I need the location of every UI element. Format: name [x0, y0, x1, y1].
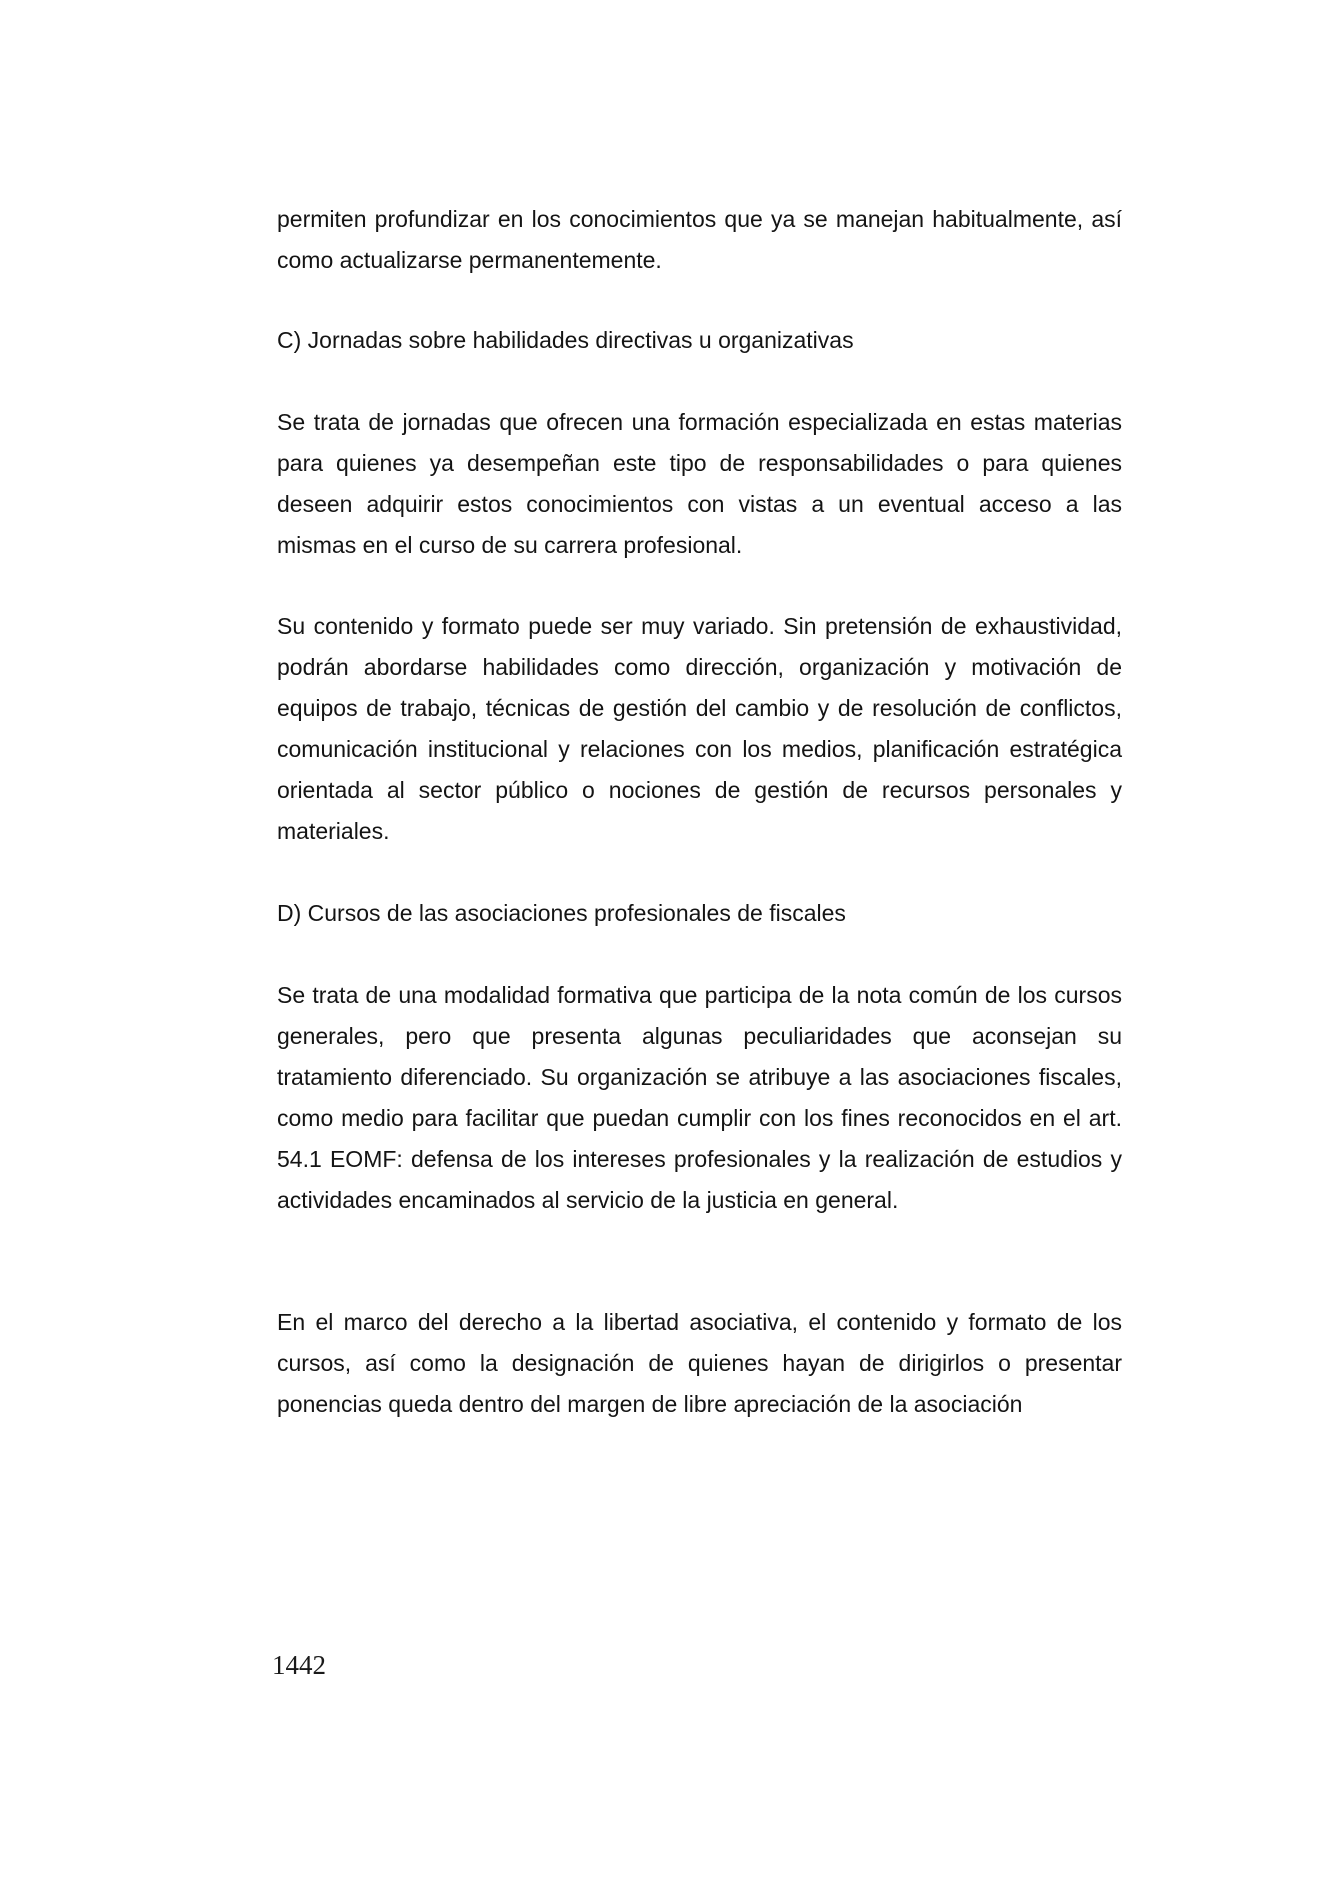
- paragraph-libertad-asociativa: En el marco del derecho a la libertad asociativa, el contenido y formato de los cursos, así como la designación de quienes hayan de dirigirlos o presentar ponencias queda dentro del margen de libre apreciación de la asociación: [277, 1309, 1122, 1417]
- paragraph-contenido-formato: Su contenido y formato puede ser muy variado. Sin pretensión de exhaustividad, podrán abordarse habilidades como dirección, organización y motivación de equipos de trabajo, técnicas de gestión del cambio y de resolución de conflictos, comunicación institucional y relaciones con los medios, planificación estratégica orientada al sector público o nociones de gestión de recursos personales y materiales.: [277, 613, 1122, 844]
- section-heading-d: D) Cursos de las asociaciones profesionales de fiscales: [277, 900, 846, 926]
- paragraph-asociaciones-description: Se trata de una modalidad formativa que participa de la nota común de los cursos generales, pero que presenta algunas peculiaridades que aconsejan su tratamiento diferenciado. Su organización se atribuye a las asociaciones fiscales, como medio para facilitar que puedan cumplir con los fines reconocidos en el art. 54.1 EOMF: defensa de los intereses profesionales y la realización de estudios y actividades encaminados al servicio de la justicia en general.: [277, 982, 1122, 1213]
- paragraph-continuation: permiten profundizar en los conocimientos que ya se manejan habitualmente, así como actualizarse permanentemente.: [277, 206, 1122, 273]
- page-number: 1442: [272, 1650, 326, 1680]
- section-heading-c: C) Jornadas sobre habilidades directivas u organizativas: [277, 327, 854, 353]
- paragraph-jornadas-description: Se trata de jornadas que ofrecen una formación especializada en estas materias para quienes ya desempeñan este tipo de responsabilidades o para quienes deseen adquirir estos conocimientos con vistas a un eventual acceso a las mismas en el curso de su carrera profesional.: [277, 409, 1122, 558]
